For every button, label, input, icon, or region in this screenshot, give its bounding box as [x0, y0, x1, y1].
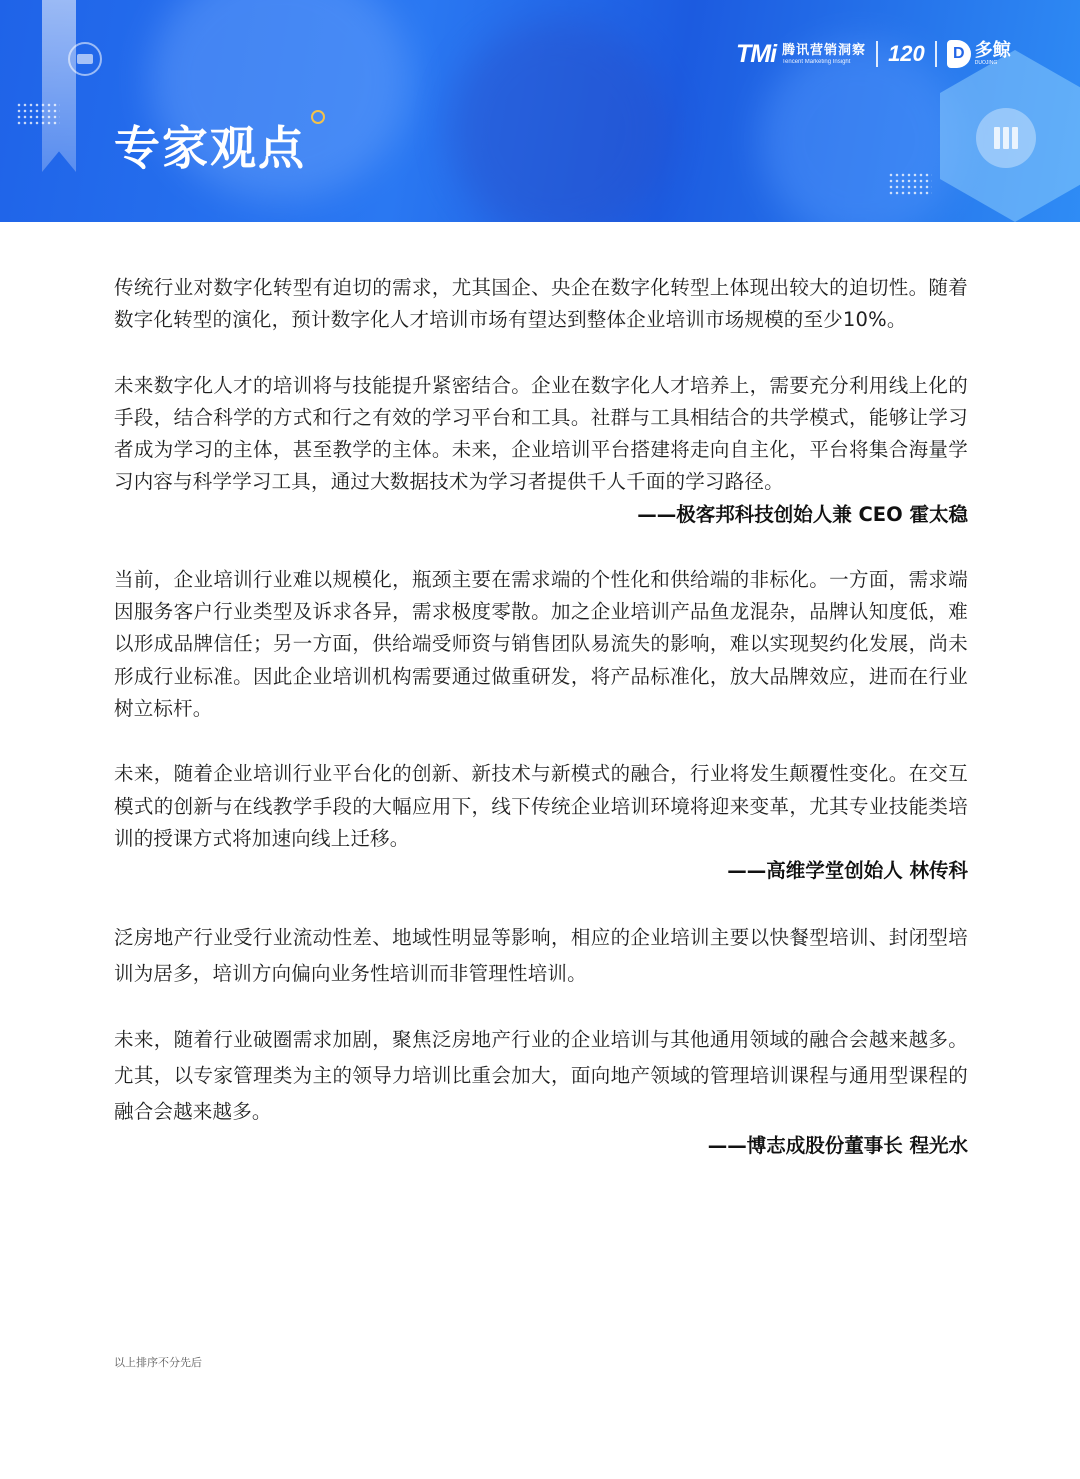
partner-logos: [736, 36, 1011, 72]
page-title: 专家观点: [114, 121, 306, 175]
header-banner: [0, 0, 1080, 222]
chat-bubble-icon: [68, 42, 102, 76]
anniversary-mark: 120: [888, 41, 925, 66]
anniversary-logo: [888, 43, 925, 65]
expert-signature: ——极客邦科技创始人兼 CEO 霍太稳: [637, 502, 968, 526]
tmi-logo-text: [782, 44, 866, 65]
books-icon: [976, 108, 1036, 168]
opinion-paragraph: 未来，随着企业培训行业平台化的创新、新技术与新模式的融合，行业将发生颠覆性变化。在交互模式的创新与在线教学手段的大幅应用下，线下传统企业培训环境将迎来变革，尤其专业技能类培训的授课方式将加速向线上迁移。: [114, 762, 968, 850]
bookmark-ribbon-icon: [42, 0, 76, 172]
opinion-paragraph: 未来，随着行业破圈需求加剧，聚焦泛房地产行业的企业培训与其他通用领域的融合会越来越多。尤其，以专家管理类为主的领导力培训比重会加大，面向地产领域的管理培训课程与通用型课程的融合会越来越多。: [114, 1028, 968, 1124]
opinion-paragraph: 未来数字化人才的培训将与技能提升紧密结合。企业在数字化人才培养上，需要充分利用线上化的手段，结合科学的方式和行之有效的学习平台和工具。社群与工具相结合的共学模式，能够让学习者成为学习的主体，甚至教学的主体。未来，企业培训平台搭建将走向自主化，平台将集合海量学习内容与科学学习工具，通过大数据技术为学习者提供千人千面的学习路径。: [114, 373, 968, 494]
dujing-logo-text: [975, 42, 1011, 66]
logo-divider: [876, 41, 878, 67]
expert-signature: ——博志成股份董事长 程光水: [707, 1134, 968, 1158]
opinion-paragraph: 泛房地产行业受行业流动性差、地域性明显等影响，相应的企业培训主要以快餐型培训、封闭型培训为居多，培训方向偏向业务性培训而非管理性培训。: [114, 926, 968, 986]
dot-grid-decoration: [16, 102, 60, 126]
dot-grid-decoration: [888, 172, 932, 196]
dujing-cn: 多鲸: [974, 40, 1011, 61]
dujing-logo: [947, 40, 1011, 68]
expert-signature: ——高维学堂创始人 林传科: [727, 859, 968, 883]
logo-divider: [935, 41, 937, 67]
tmi-en: Tencent Marketing Insight: [782, 58, 851, 65]
opinion-paragraph: 传统行业对数字化转型有迫切的需求，尤其国企、央企在数字化转型上体现出较大的迫切性。随着数字化转型的演化，预计数字化人才培训市场有望达到整体企业培训市场规模的至少10%。: [114, 276, 968, 332]
tmi-cn: 腾讯营销洞察: [782, 42, 867, 58]
expert-opinions: [114, 272, 968, 1162]
opinion-paragraph: 当前，企业培训行业难以规模化，瓶颈主要在需求端的个性化和供给端的非标化。一方面，需求端因服务客户行业类型及诉求各异，需求极度零散。加之企业培训产品鱼龙混杂，品牌认知度低，难以形成品牌信任；另一方面，供给端受师资与销售团队易流失的影响，难以实现契约化发展，尚未形成行业标准。因此企业培训机构需要通过做重研发，将产品标准化，放大品牌效应，进而在行业树立标杆。: [114, 567, 968, 720]
dujing-en: DUOJING: [974, 60, 998, 66]
dujing-mark-icon: D: [947, 40, 971, 68]
footnote: 以上排序不分先后: [114, 1356, 202, 1369]
title-dot-icon: [311, 110, 325, 124]
banner-photo-glow: [450, 20, 670, 222]
tmi-logo: TMi: [736, 39, 777, 68]
